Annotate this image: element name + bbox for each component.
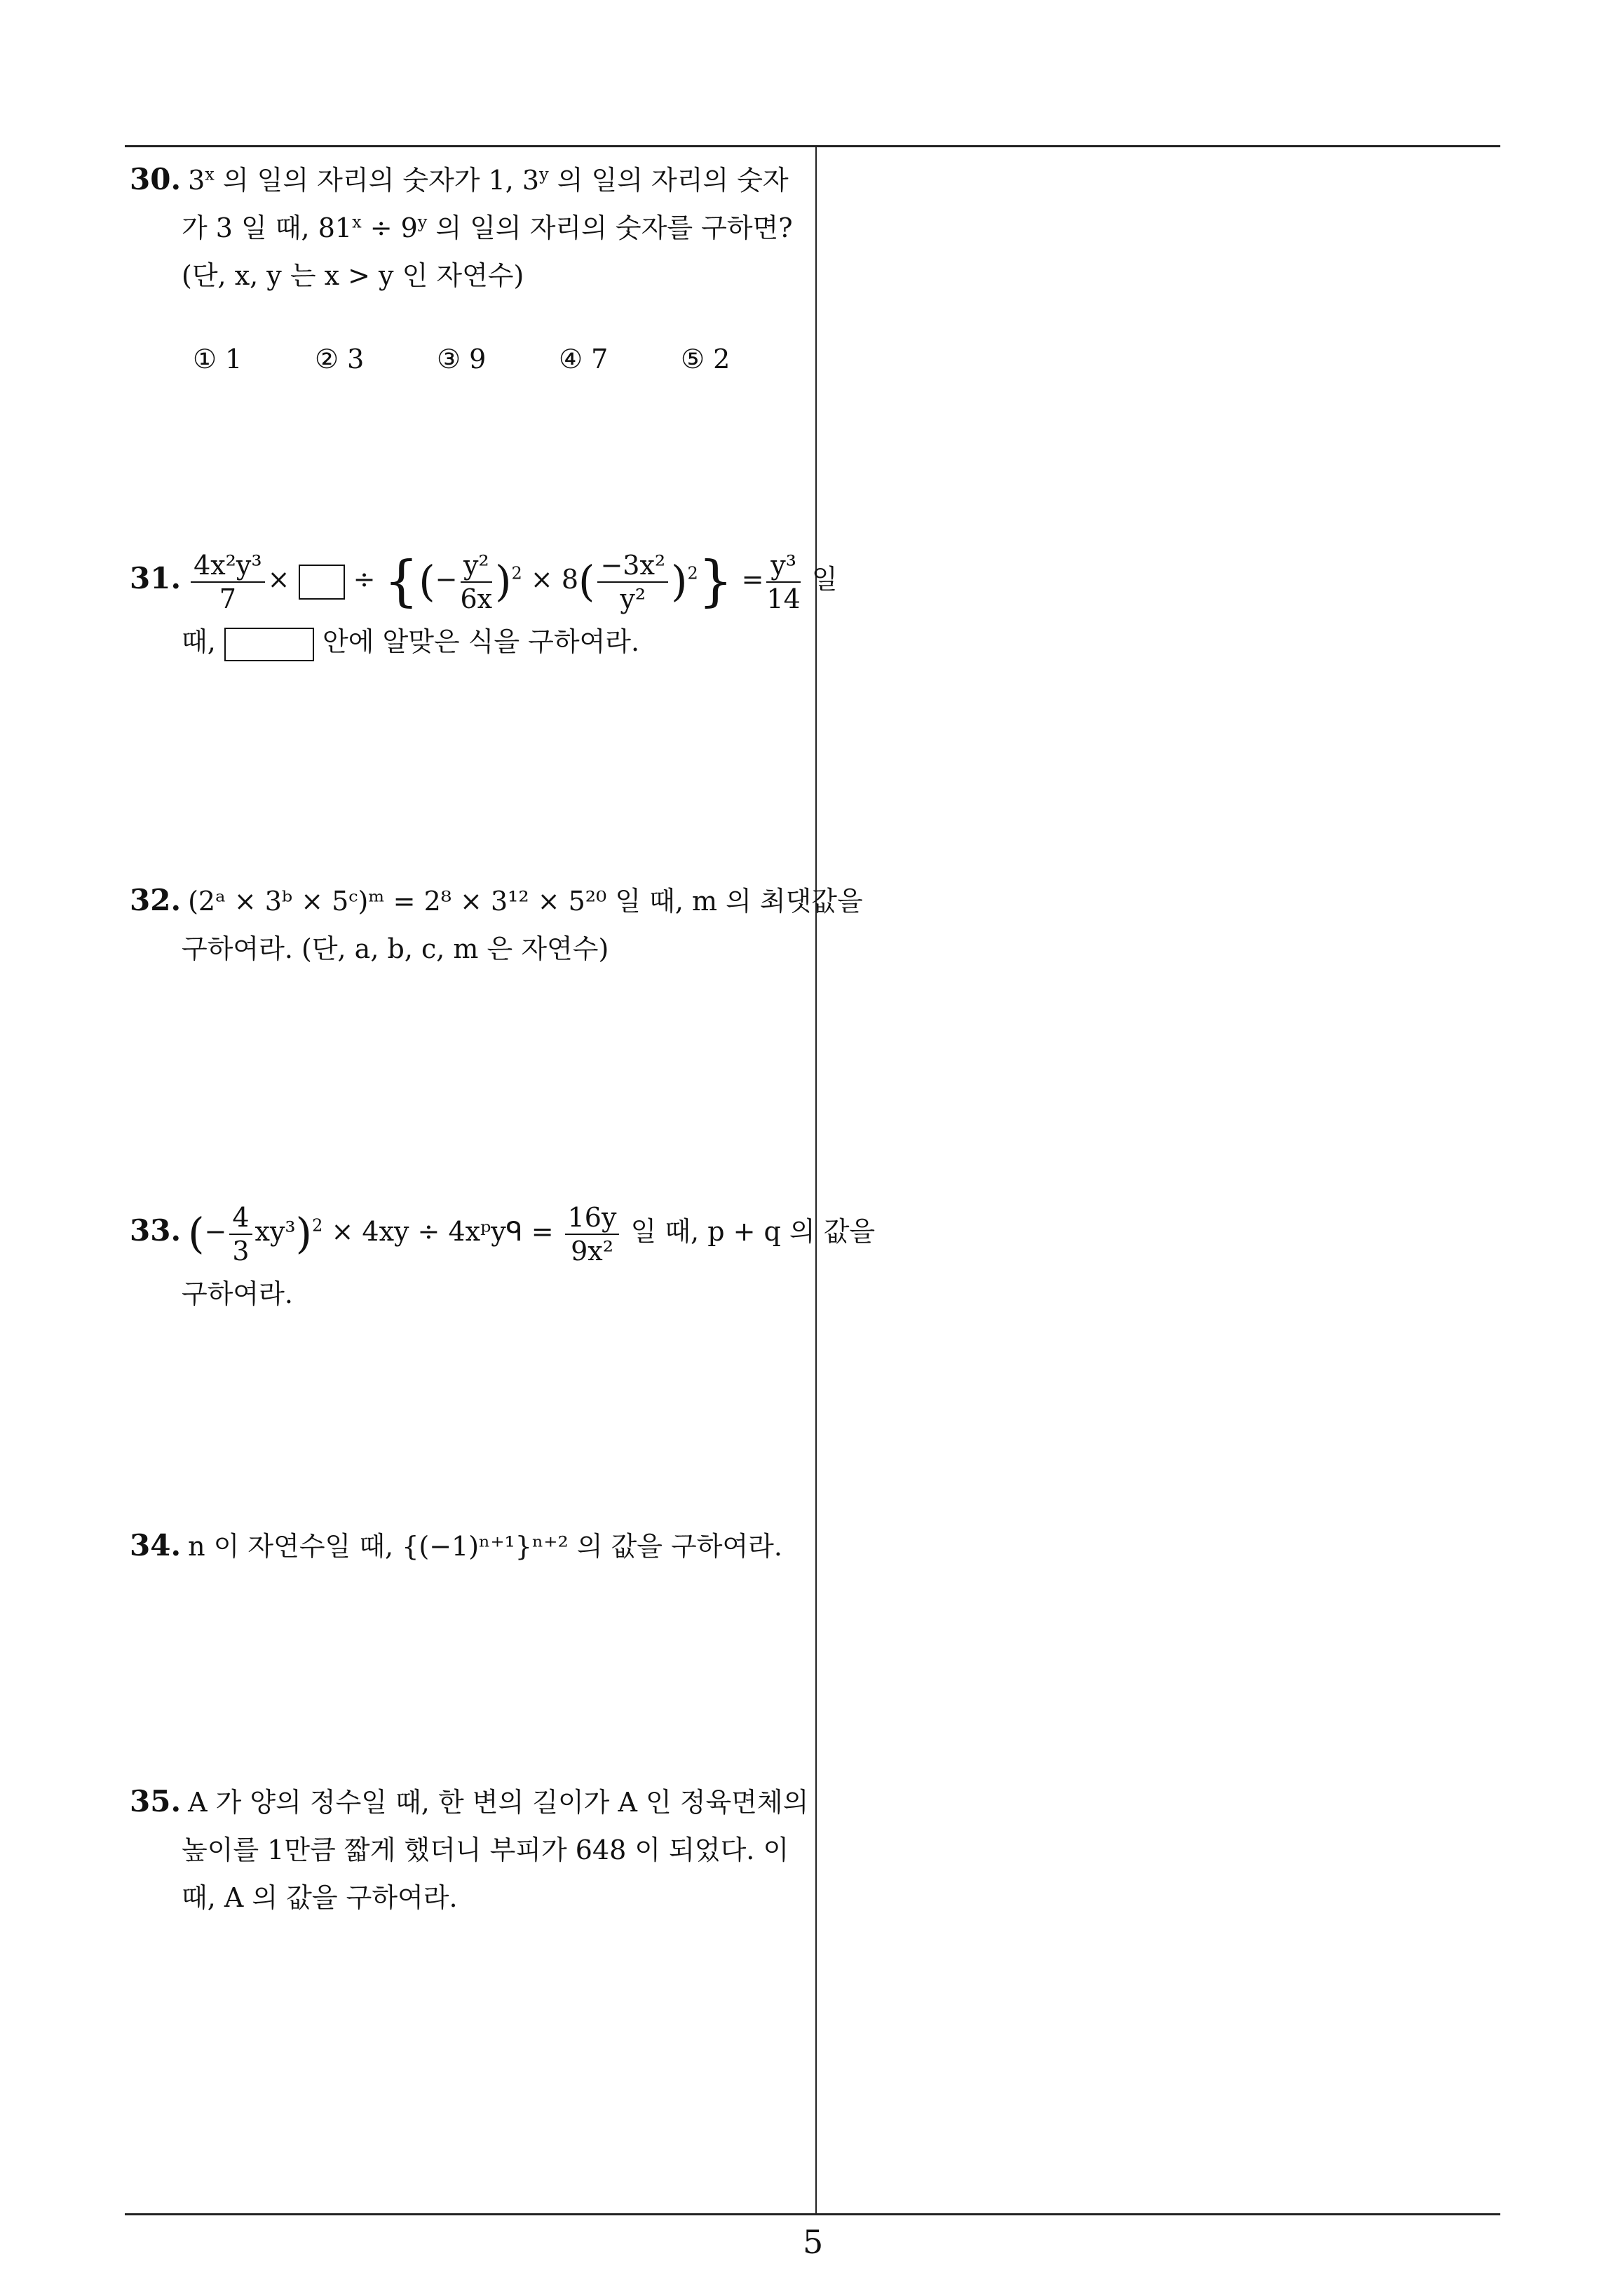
question-30-line-1 <box>130 156 806 204</box>
denominator: 7 <box>219 583 236 614</box>
text: 일 <box>811 564 838 595</box>
text: 3 <box>188 165 205 196</box>
denominator: 9x² <box>571 1235 613 1267</box>
numerator: 4x²y³ <box>191 549 265 583</box>
blank-box[interactable] <box>299 565 345 600</box>
choice-1[interactable]: ① 1 <box>193 344 243 374</box>
question-number: 35. <box>130 1784 182 1818</box>
question-number: 34. <box>130 1528 182 1562</box>
question-33-line-2: 구하여라. <box>182 1278 293 1309</box>
text: 안에 알맞은 식을 구하여라. <box>322 626 640 657</box>
denominator: 3 <box>232 1235 250 1267</box>
question-number: 32. <box>130 883 182 917</box>
numerator: 4 <box>229 1201 252 1235</box>
text: × 4xy ÷ 4xᵖyᑫ = <box>331 1216 554 1247</box>
blank-box[interactable] <box>224 628 314 661</box>
question-32 <box>130 877 863 973</box>
exponent: 2 <box>687 563 698 583</box>
bottom-rule <box>125 2213 1500 2215</box>
question-number: 31. <box>130 561 182 595</box>
paren-close: ) <box>295 1209 313 1259</box>
fraction <box>565 1201 620 1267</box>
question-33 <box>130 1192 876 1318</box>
paren-close: ) <box>495 557 512 607</box>
text: n 이 자연수일 때, {(−1)ⁿ⁺¹}ⁿ⁺² 의 값을 구하여라. <box>188 1531 782 1562</box>
operator: ÷ <box>353 564 376 595</box>
brace-open: { <box>383 550 419 614</box>
text: 의 일의 자리의 숫자가 1, 3 <box>214 165 540 196</box>
superscript: x <box>352 212 362 232</box>
text: 때, <box>182 626 216 657</box>
numerator: y³ <box>766 549 800 583</box>
text: A 가 양의 정수일 때, 한 변의 길이가 A 인 정육면체의 <box>188 1787 809 1818</box>
denominator: 14 <box>766 583 801 614</box>
operator: × 8 <box>530 564 579 595</box>
paren-close: ) <box>671 557 688 607</box>
text: 가 3 일 때, 81 <box>182 212 353 243</box>
fraction <box>229 1201 252 1267</box>
superscript: x <box>205 164 215 184</box>
paren-open: ( <box>578 557 595 607</box>
operator: = <box>741 564 764 595</box>
operator: × <box>267 564 290 595</box>
choice-4[interactable]: ④ 7 <box>559 344 609 374</box>
page-number: 5 <box>803 2223 824 2261</box>
text: ÷ 9 <box>361 212 418 243</box>
question-32-line-1 <box>130 877 863 925</box>
choice-2[interactable]: ② 3 <box>315 344 365 374</box>
question-32-line-2: 구하여라. (단, a, b, c, m 은 자연수) <box>182 933 609 964</box>
choice-5[interactable]: ⑤ 2 <box>681 344 731 374</box>
question-35-line-2: 높이를 1만큼 짧게 했더니 부피가 648 이 되었다. 이 <box>182 1835 789 1865</box>
question-31 <box>130 540 838 666</box>
text: (2ᵃ × 3ᵇ × 5ᶜ)ᵐ = 2⁸ × 3¹² × 5²⁰ 일 때, m 의 최댓값을 <box>188 886 863 917</box>
question-31-line-2 <box>130 618 806 666</box>
numerator: −3x² <box>597 549 668 583</box>
question-35-line-3: 때, A 의 값을 구하여라. <box>182 1882 458 1913</box>
superscript: y <box>539 164 549 184</box>
question-30-condition: (단, x, y 는 x > y 인 자연수) <box>182 260 524 291</box>
superscript: y <box>417 212 428 232</box>
choice-3[interactable]: ③ 9 <box>437 344 487 374</box>
exponent: 2 <box>511 563 522 583</box>
question-33-equation: 33. (− $\frac{4}{3}$ xy³)$^2$ × 4xy ÷ 4xᵖyᑫ = $\frac{16y}{\text{9x²}}$ 일 때, p + q 의 값을 <box>130 1201 876 1267</box>
numerator: 16y <box>565 1201 620 1235</box>
text: 의 일의 자리의 숫자를 구하면? <box>427 212 793 243</box>
question-number: 30. <box>130 162 182 196</box>
exponent: 2 <box>312 1215 323 1236</box>
question-35 <box>130 1778 809 1922</box>
denominator: 6x <box>460 583 493 614</box>
question-number: 33. <box>130 1213 182 1248</box>
fraction <box>191 549 265 615</box>
question-34 <box>130 1522 806 1570</box>
text: xy³ <box>254 1216 296 1247</box>
brace-close: } <box>698 550 733 614</box>
fraction <box>461 549 493 615</box>
paren-open: ( <box>419 557 435 607</box>
top-rule <box>125 145 1500 147</box>
question-34-line-1 <box>130 1522 806 1570</box>
column-divider <box>815 146 817 2215</box>
numerator: y² <box>461 549 493 583</box>
question-30-line-2 <box>130 204 806 252</box>
question-30 <box>130 156 806 299</box>
question-31-equation: 31. $\frac{\text{4x²y³}}{7}$ × ÷ {(− $\frac{\text{y²}}{6x}$ )$^2$ × 8( $\frac{\text{−3x²}}{\text{y²}}$ )$^2$} = $\frac{\text{y³}}{14}$ 일 <box>130 549 838 614</box>
question-35-line-1 <box>130 1778 809 1826</box>
fraction <box>766 549 800 615</box>
fraction <box>597 549 668 615</box>
denominator: y² <box>620 583 646 614</box>
paren-open: ( <box>188 1209 205 1259</box>
text: 일 때, p + q 의 값을 <box>630 1216 876 1247</box>
text: 의 일의 자리의 숫자 <box>548 165 789 196</box>
answer-choices <box>193 344 803 374</box>
